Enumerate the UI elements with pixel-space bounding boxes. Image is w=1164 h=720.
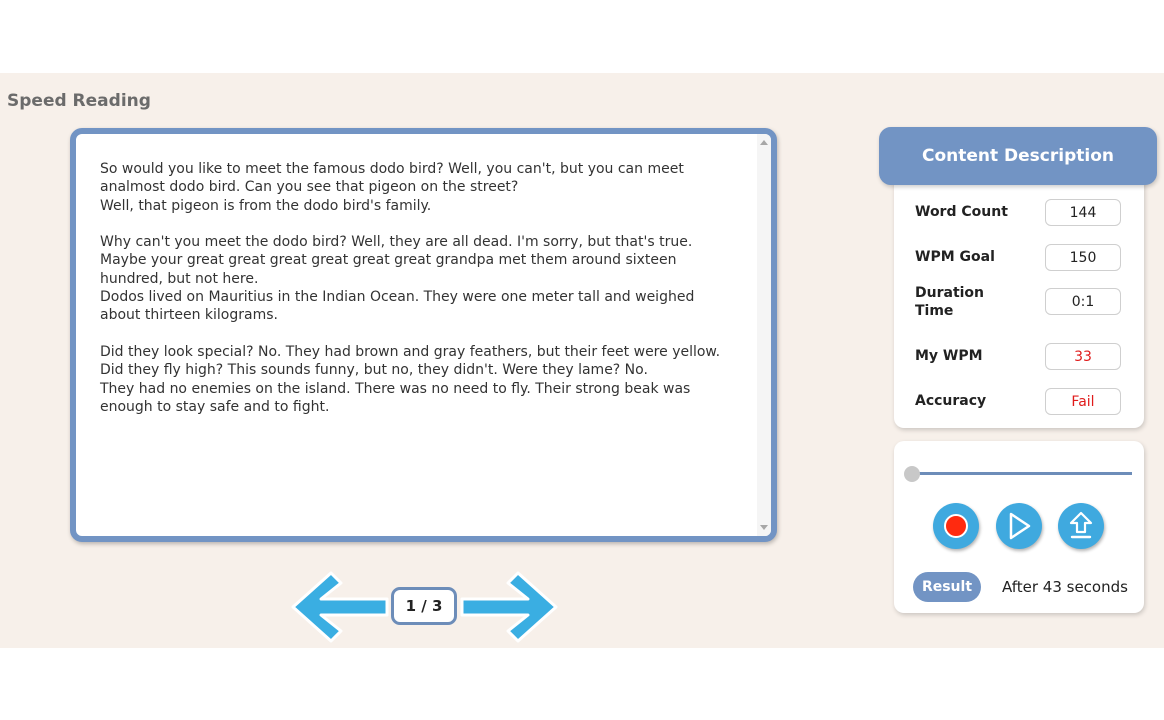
play-icon <box>1006 511 1032 541</box>
paragraph <box>100 343 740 416</box>
text-line: hundred, but not here. <box>100 270 259 287</box>
my-wpm-label: My WPM <box>915 348 983 364</box>
page-indicator: 1 / 3 <box>391 587 457 625</box>
content-description-panel <box>879 127 1157 428</box>
text-scrollbar[interactable] <box>757 134 771 536</box>
paragraph <box>100 160 740 215</box>
upload-button[interactable] <box>1058 503 1104 549</box>
text-line: Did they look special? No. They had brown and gray feathers, but their feet were yellow. <box>100 343 721 360</box>
word-count-value: 144 <box>1045 199 1121 226</box>
text-line: So would you like to meet the famous dodo bird? Well, you can't, but you can meet <box>100 161 684 177</box>
app-stage <box>0 73 1164 648</box>
next-page-button[interactable] <box>460 569 560 649</box>
app-title: Speed Reading <box>7 91 151 111</box>
scroll-down-icon[interactable] <box>760 525 768 530</box>
arrow-left-icon <box>289 569 389 645</box>
text-line: Well, that pigeon is from the dodo bird's family. <box>100 197 432 214</box>
result-time-text: After 43 seconds <box>1002 578 1128 596</box>
record-icon <box>943 513 969 539</box>
my-wpm-value: 33 <box>1045 343 1121 370</box>
text-line: Dodos lived on Mauritius in the Indian Ocean. They were one meter tall and weighed <box>100 289 695 306</box>
reading-text-box[interactable] <box>70 128 777 542</box>
accuracy-label: Accuracy <box>915 393 987 409</box>
wpm-goal-label: WPM Goal <box>915 249 995 265</box>
reading-text <box>100 160 740 416</box>
text-line: analmost dodo bird. Can you see that pigeon on the street? <box>100 179 519 196</box>
content-description-header: Content Description <box>879 127 1157 185</box>
upload-icon <box>1066 510 1096 542</box>
duration-value: 0:1 <box>1045 288 1121 315</box>
play-button[interactable] <box>996 503 1042 549</box>
previous-page-button[interactable] <box>289 569 389 649</box>
word-count-label: Word Count <box>915 204 1008 220</box>
record-button[interactable] <box>933 503 979 549</box>
content-description-body <box>894 175 1144 428</box>
text-line: Why can't you meet the dodo bird? Well, they are all dead. I'm sorry, but that's true. <box>100 234 693 251</box>
wpm-goal-value: 150 <box>1045 244 1121 271</box>
text-line: Maybe your great great great great great great grandpa met them around sixteen <box>100 252 677 269</box>
text-line: Did they fly high? This sounds funny, but no, they didn't. Were they lame? No. <box>100 362 648 379</box>
accuracy-value: Fail <box>1045 388 1121 415</box>
duration-label <box>915 284 1015 320</box>
text-line: about thirteen kilograms. <box>100 307 278 324</box>
scroll-up-icon[interactable] <box>760 140 768 145</box>
arrow-right-icon <box>460 569 560 645</box>
playback-control-panel <box>894 441 1144 613</box>
duration-label-line: Time <box>915 303 954 319</box>
progress-slider-thumb[interactable] <box>904 466 920 482</box>
text-line: enough to stay safe and to fight. <box>100 398 330 415</box>
result-button[interactable]: Result <box>913 572 981 602</box>
text-line: They had no enemies on the island. There was no need to fly. Their strong beak was <box>100 380 691 397</box>
progress-slider-track[interactable] <box>912 472 1132 475</box>
paragraph <box>100 233 740 324</box>
duration-label-line: Duration <box>915 285 985 301</box>
